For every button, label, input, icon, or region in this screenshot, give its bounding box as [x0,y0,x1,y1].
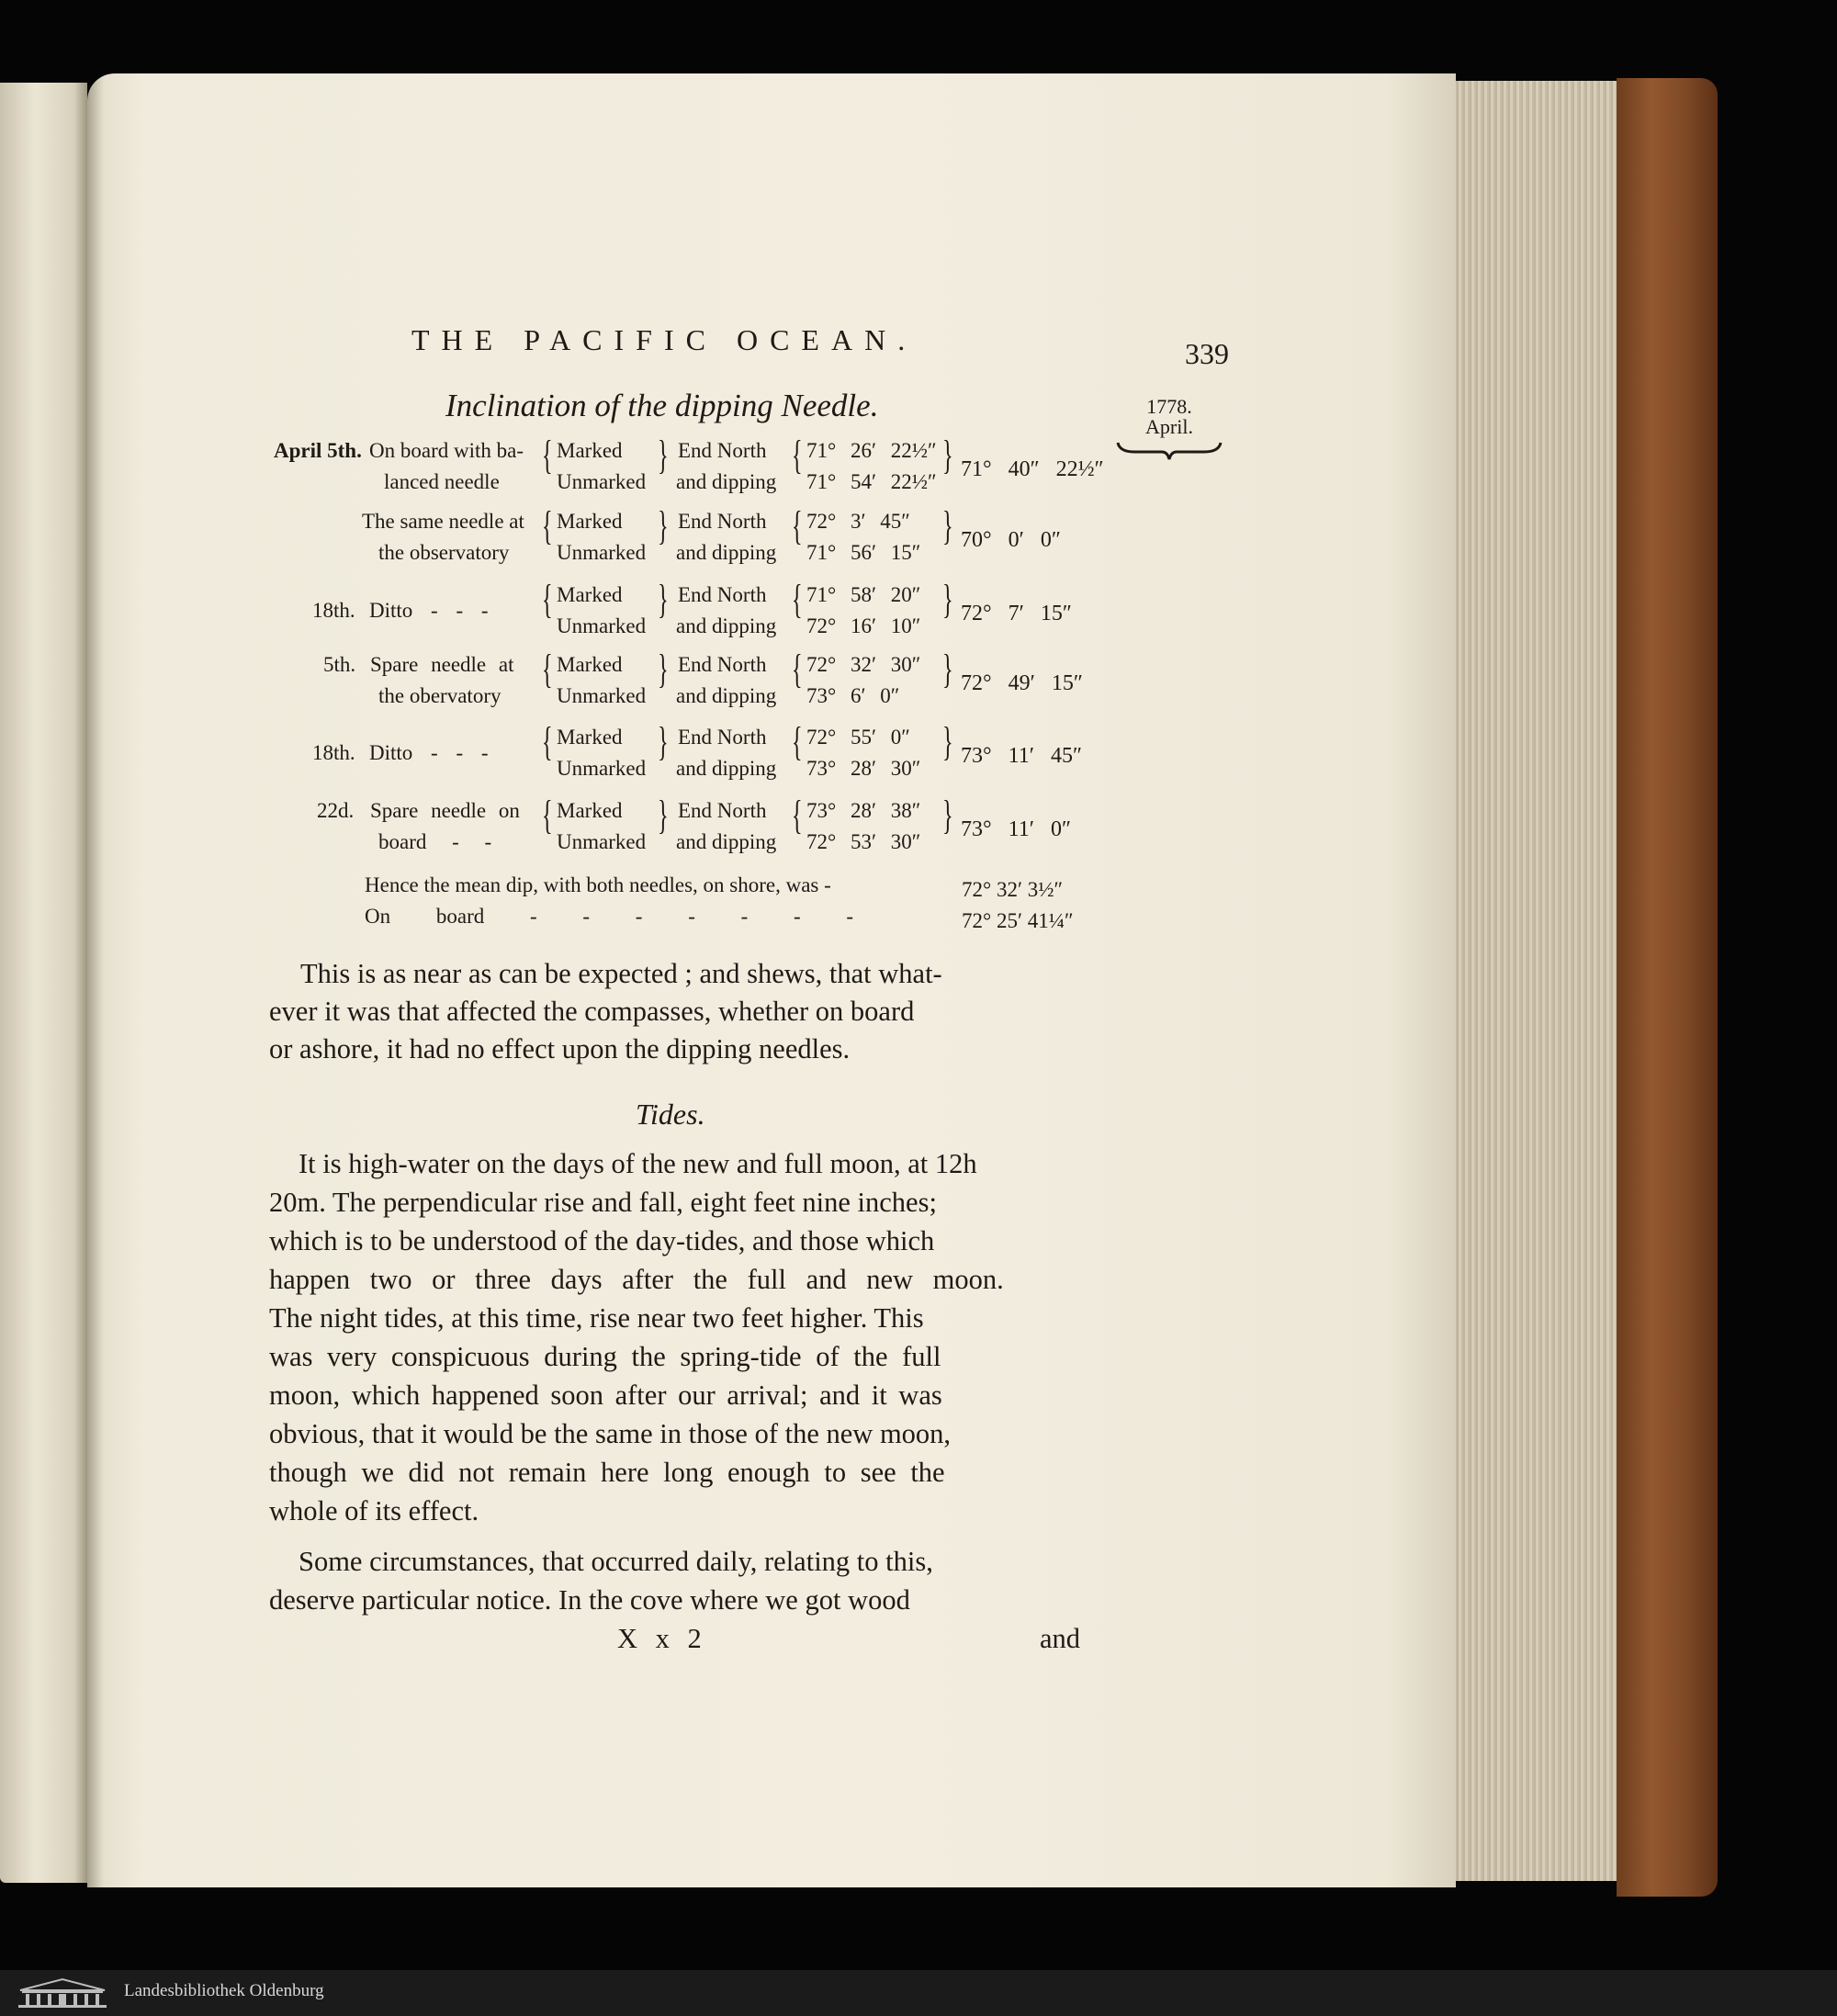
signature-mark: X x 2 [617,1623,707,1654]
row-dip-unmarked: 72° 16′ 10″ [806,614,921,637]
row-mean: 72° 49′ 15″ [961,671,1083,695]
paragraph2-line: moon, which happened soon after our arrival; and it was [269,1380,942,1411]
row-dip-marked: 73° 28′ 38″ [806,799,921,822]
row-place-line1: Spare needle on [370,799,520,822]
row-and-dipping: and dipping [676,684,777,707]
brace-dip: { [792,719,803,764]
row-place-line2: lanced needle [384,470,500,493]
paragraph3-line: Some circumstances, that occurred daily, relating to this, [299,1546,933,1577]
row-and-dipping: and dipping [676,830,777,853]
brace-end: } [658,433,669,478]
row-needle-marked: Marked [557,583,623,606]
summary-board-value: 72° 25′ 41¼″ [962,909,1074,932]
brace-end: } [658,503,669,548]
row-end-north: End North [678,799,767,822]
row-end-north: End North [678,583,767,606]
row-end-north: End North [678,726,767,749]
row-dip-marked: 72° 3′ 45″ [806,510,910,533]
brace-mean: } [942,503,953,548]
brace-dip: { [792,433,803,478]
paragraph2-line: whole of its effect. [269,1495,479,1526]
row-dip-unmarked: 71° 54′ 22½″ [806,470,937,493]
paragraph2-line: obvious, that it would be the same in those of the new moon, [269,1418,952,1449]
paragraph2-line: though we did not remain here long enough to see the [269,1457,945,1488]
book-cover-edge [1617,78,1718,1897]
row-end-north: End North [678,510,767,533]
row-place-line1: The same needle at [362,510,524,533]
row-needle-unmarked: Unmarked [557,470,647,493]
row-dip-marked: 72° 55′ 0″ [806,726,910,749]
paragraph2-line: The night tides, at this time, rise near two feet higher. This [269,1302,924,1334]
brace-mean: } [942,647,953,692]
paragraph3-line: deserve particular notice. In the cove where we got wood [269,1584,910,1616]
brace-dip: { [792,503,803,548]
brace-end: } [658,647,669,692]
row-dip-unmarked: 73° 6′ 0″ [806,684,900,707]
brace-end: } [658,577,669,622]
brace-mean: } [942,719,953,764]
row-date: 5th. [323,653,356,676]
row-dip-marked: 71° 26′ 22½″ [806,439,937,462]
paragraph1-line: ever it was that affected the compasses, whether on board [269,996,915,1027]
row-needle-marked: Marked [557,510,623,533]
brace-dip: { [792,577,803,622]
row-end-north: End North [678,439,767,462]
page-block-edge [1442,81,1618,1881]
row-dip-unmarked: 71° 56′ 15″ [806,541,921,564]
paragraph2-line: was very conspicuous during the spring-tide of the full [269,1341,941,1372]
section-heading-tides: Tides. [636,1098,705,1131]
row-mean: 73° 11′ 0″ [961,817,1071,841]
row-mean: 73° 11′ 45″ [961,744,1082,768]
row-and-dipping: and dipping [676,470,777,493]
row-needle-unmarked: Unmarked [557,541,647,564]
row-place: Ditto - - - [369,599,489,622]
paragraph2-line: happen two or three days after the full and new moon. [269,1264,1004,1295]
brace-needle: { [542,433,553,478]
row-place-line1: On board with ba- [369,439,524,462]
brace-needle: { [542,647,553,692]
page-number: 339 [1185,337,1229,370]
row-needle-unmarked: Unmarked [557,684,647,707]
brace-dip: { [792,793,803,838]
row-needle-unmarked: Unmarked [557,830,647,853]
row-needle-marked: Marked [557,799,623,822]
row-needle-marked: Marked [557,439,623,462]
brace-end: } [658,719,669,764]
row-needle-unmarked: Unmarked [557,614,647,637]
row-needle-marked: Marked [557,653,623,676]
margin-year: 1778. [1146,395,1192,418]
row-mean: 72° 7′ 15″ [961,602,1072,625]
row-place-line2: the obervatory [378,684,502,707]
section-heading-dipping-needle: Inclination of the dipping Needle. [445,388,879,423]
brace-mean: } [942,433,953,478]
row-date: 18th. [312,599,355,622]
row-place-line1: Spare needle at [370,653,514,676]
row-end-north: End North [678,653,767,676]
row-date: 22d. [317,799,355,822]
left-page-edge [0,83,87,1883]
brace-mean: } [942,793,953,838]
row-dip-marked: 72° 32′ 30″ [806,653,921,676]
viewer-footer [0,1970,1837,2016]
summary-shore-value: 72° 32′ 3½″ [962,878,1064,901]
paragraph2-line: which is to be understood of the day-tides, and those which [269,1225,935,1256]
row-needle-unmarked: Unmarked [557,757,647,780]
row-dip-unmarked: 73° 28′ 30″ [806,757,921,780]
row-needle-marked: Marked [557,726,623,749]
institution-name: Landesbibliothek Oldenburg [124,1981,324,2000]
brace-needle: { [542,719,553,764]
paragraph1-line: This is as near as can be expected ; and shews, that what- [300,958,942,989]
row-place-line2: the observatory [378,541,510,564]
summary-board-label: On board - - - - - - - [365,905,854,928]
row-mean: 71° 40″ 22½″ [961,457,1104,481]
row-date: April 5th. [274,439,362,462]
row-date: 18th. [312,741,355,764]
margin-month: April. [1145,415,1193,438]
brace-end: } [658,793,669,838]
brace-dip: { [792,647,803,692]
brace-needle: { [542,503,553,548]
row-mean: 70° 0′ 0″ [961,528,1061,552]
row-place-line2: board - - [378,830,492,853]
paragraph2-line: 20m. The perpendicular rise and fall, eight feet nine inches; [269,1187,937,1218]
brace-needle: { [542,793,553,838]
catchword: and [1040,1623,1081,1654]
margin-date [1145,397,1193,437]
row-and-dipping: and dipping [676,614,777,637]
row-dip-unmarked: 72° 53′ 30″ [806,830,921,853]
margin-brace-icon [1116,439,1223,461]
running-title: THE PACIFIC OCEAN. [411,323,918,356]
brace-mean: } [942,577,953,622]
brace-needle: { [542,577,553,622]
row-and-dipping: and dipping [676,541,777,564]
library-building-icon [17,1977,108,2009]
row-place: Ditto - - - [369,741,489,764]
row-dip-marked: 71° 58′ 20″ [806,583,921,606]
row-and-dipping: and dipping [676,757,777,780]
paragraph2-line: It is high-water on the days of the new and full moon, at 12h [299,1148,977,1179]
summary-shore-label: Hence the mean dip, with both needles, on shore, was - [365,873,831,896]
paragraph1-line: or ashore, it had no effect upon the dipping needles. [269,1033,851,1064]
